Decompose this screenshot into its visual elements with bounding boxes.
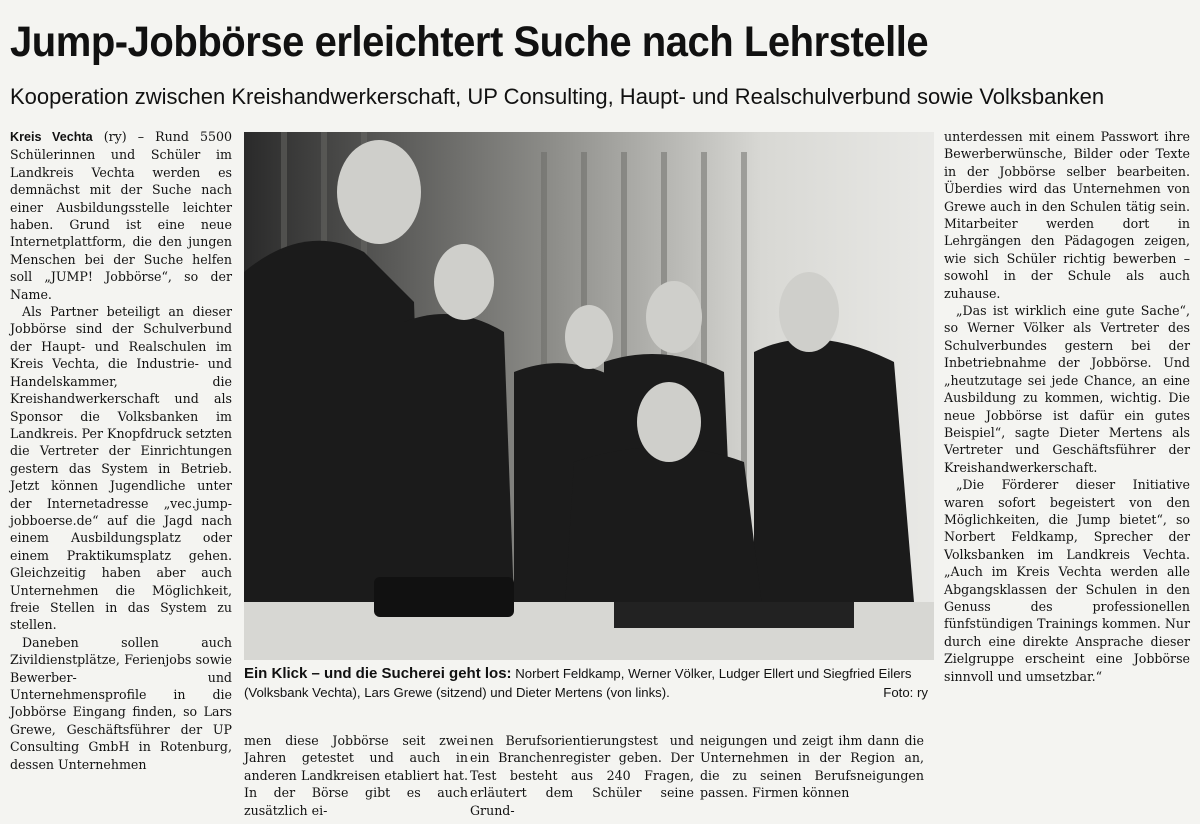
caption-lead: Ein Klick – und die Sucherei geht los: <box>244 665 512 682</box>
article-column-1 <box>10 128 232 773</box>
photo-credit: Foto: ry <box>883 685 928 700</box>
paragraph-1 <box>10 128 232 303</box>
paragraph-c6-1: unterdessen mit einem Passwort ihre Bewerberwünsche, Bilder oder Texte in der Jobbörse selber bearbeiten. Überdies wird das Unternehmen von Grewe auch in den Schulen tätig sein. Mitarbeiter werden dort in Lehrgängen den Pädagogen zeigen, wie sich Schüler richtig bewerben – sowohl in der Schule als auch zuhause. <box>944 129 1190 301</box>
dateline: Kreis Vechta <box>10 130 93 144</box>
subheadline: Kooperation zwischen Kreishandwerkerschaft, UP Consulting, Haupt- und Realschulverbund sowie Volksbanken <box>10 84 1105 109</box>
bottom-column-4: neigungen und zeigt ihm dann die Unternehmen in der Region an, die zu seinen Berufsneigungen passen. Firmen können <box>700 733 924 801</box>
photo-image <box>244 132 934 660</box>
headline: Jump-Jobbörse erleichtert Suche nach Lehrstelle <box>10 18 929 66</box>
article-photo <box>244 132 934 660</box>
paragraph-c6-2: „Das ist wirklich eine gute Sache“, so Werner Völker als Vertreter des Schulverbundes gestern bei der Inbetriebnahme der Jobbörse. Und „heutzutage sei jede Chance, an eine Ausbildung zu kommen, wichtig. Die neue Jobbörse ist dafür ein gutes Beispiel“, sagte Dieter Mertens als Vertreter und Geschäftsführer der Kreishandwerkerschaft. <box>944 303 1190 475</box>
paragraph-3: Daneben sollen auch Zivildienstplätze, Ferienjobs sowie Bewerber- und Unternehmensprofile in die Jobbörse Eingang finden, so Lars Grewe, Geschäftsführer der UP Consulting GmbH in Rotenburg, dessen Unternehmen <box>10 634 232 772</box>
paragraph-2: Als Partner beteiligt an dieser Jobbörse sind der Schulverbund der Haupt- und Realschulen im Kreis Vechta, die Industrie- und Handelskammer, die Kreishandwerkerschaft und als Sponsor die Volksbanken im Landkreis. Per Knopfdruck setzten die Vertreter der Einrichtungen gestern das System in Betrieb. Jetzt können Jugendliche unter der Internetadresse „vec.jump-jobboerse.de“ auf die Jagd nach einem Ausbildungsplatz oder einem Praktikumsplatz gehen. Gleichzeitig haben aber auch Unternehmen die Möglichkeit, freie Stellen in das System zu stellen. <box>10 304 232 633</box>
caption-text: Norbert Feldkamp, Werner Völker, Ludger Ellert und Siegfried Eilers (Volksbank Vechta), Lars Grewe (sitzend) und Dieter Mertens (von links). <box>244 666 912 700</box>
bottom-column-2: men diese Jobbörse seit zwei Jahren getestet und auch in anderen Landkreisen etabliert hat. In der Börse gibt es auch zusätzlich ei- <box>244 733 468 818</box>
photo-caption <box>244 664 934 702</box>
paragraph-1-text: (ry) – Rund 5500 Schülerinnen und Schüler im Landkreis Vechta werden es demnächst mit der Suche nach einer Ausbildungsstelle leichter haben. Grund ist eine neue Internetplattform, die den jungen Menschen bei der Suche helfen soll „JUMP! Jobbörse“, so der Name. <box>10 129 232 302</box>
bottom-column-3: nen Berufsorientierungstest und ein Branchenregister geben. Der Test besteht aus 240 Fragen, erläutert dem Schüler seine Grund- <box>470 733 694 818</box>
paragraph-c6-3: „Die Förderer dieser Initiative waren sofort begeistert von den Möglichkeiten, die Jump bietet“, so Norbert Feldkamp, Sprecher der Volksbanken im Landkreis Vechta. „Auch im Kreis Vechta werden alle Abgangsklassen der Schulen in den Genuss des professionellen fünfstündigen Trainings kommen. Nur durch eine direkte Ansprache dieser Zielgruppe erscheint eine Jobbörse sinnvoll und umsetzbar.“ <box>944 477 1190 684</box>
article-column-6 <box>944 128 1190 685</box>
